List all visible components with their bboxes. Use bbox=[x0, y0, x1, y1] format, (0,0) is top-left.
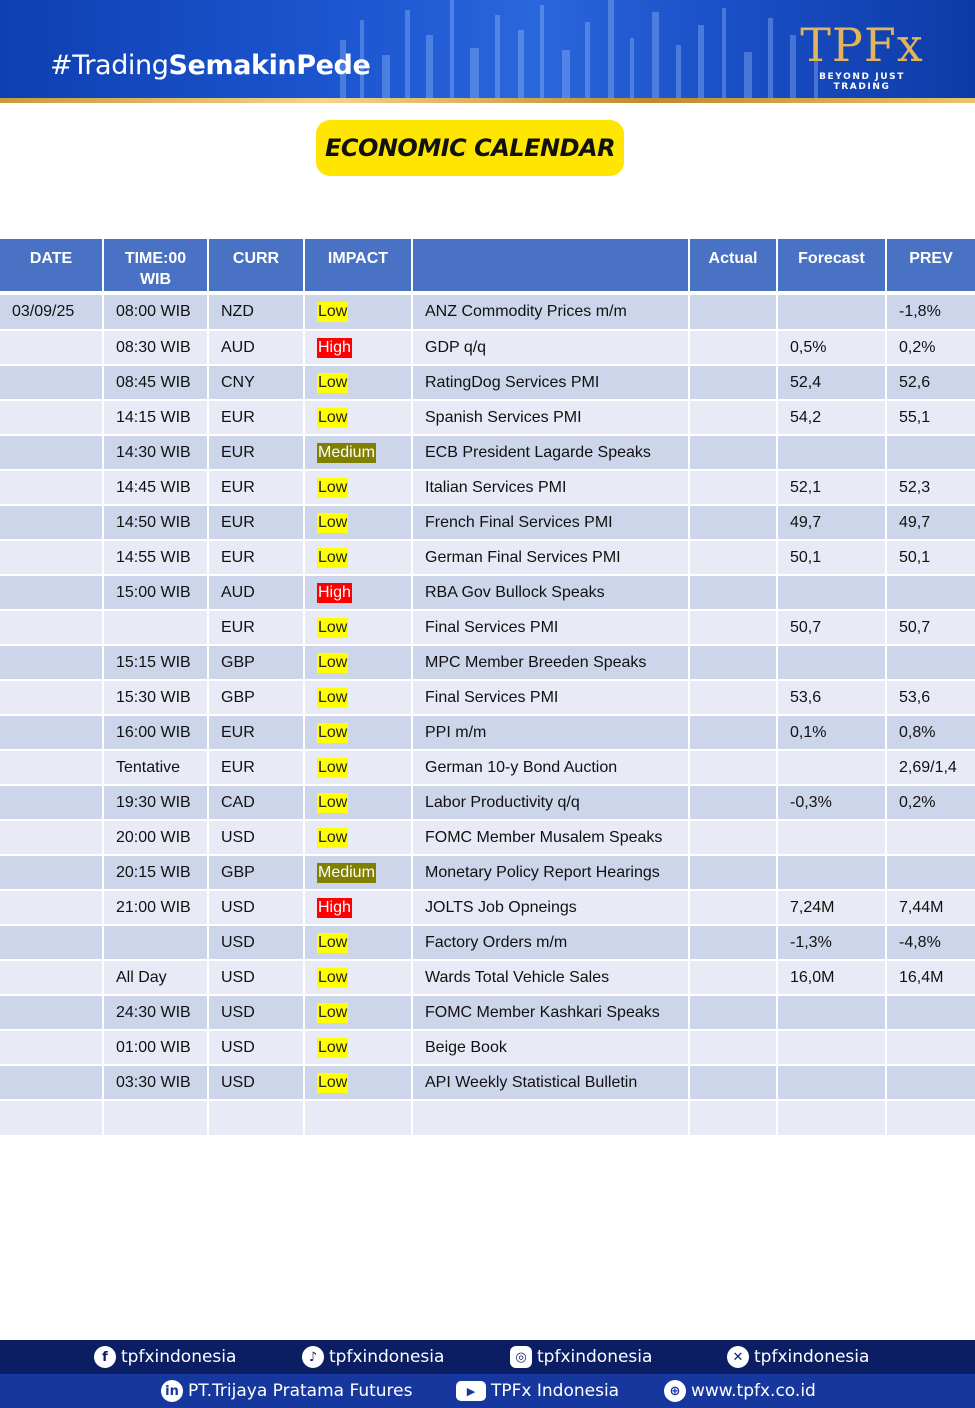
cell-currency: CAD bbox=[208, 785, 304, 820]
cell-date bbox=[0, 1030, 103, 1065]
instagram-link[interactable] bbox=[510, 1346, 652, 1368]
banner-gold-stripe bbox=[0, 98, 975, 103]
cell-forecast bbox=[777, 820, 886, 855]
cell-time: 15:30 WIB bbox=[103, 680, 208, 715]
cell-actual bbox=[689, 575, 777, 610]
cell-currency: USD bbox=[208, 925, 304, 960]
cell-forecast bbox=[777, 1100, 886, 1135]
table-header-row bbox=[0, 239, 975, 293]
impact-badge: Low bbox=[318, 653, 348, 671]
facebook-link[interactable] bbox=[94, 1346, 236, 1368]
cell-actual bbox=[689, 645, 777, 680]
cell-forecast bbox=[777, 1030, 886, 1065]
cell-impact bbox=[304, 890, 412, 925]
cell-currency: USD bbox=[208, 1065, 304, 1100]
cell-impact bbox=[304, 925, 412, 960]
impact-badge: Low bbox=[318, 1003, 348, 1021]
cell-actual bbox=[689, 293, 777, 330]
cell-actual bbox=[689, 400, 777, 435]
col-header-impact: IMPACT bbox=[304, 239, 412, 293]
cell-impact bbox=[304, 505, 412, 540]
cell-event: API Weekly Statistical Bulletin bbox=[412, 1065, 689, 1100]
cell-currency: EUR bbox=[208, 610, 304, 645]
cell-forecast: 53,6 bbox=[777, 680, 886, 715]
cell-forecast: 50,7 bbox=[777, 610, 886, 645]
cell-previous: 52,3 bbox=[886, 470, 975, 505]
cell-impact bbox=[304, 960, 412, 995]
cell-impact bbox=[304, 365, 412, 400]
table-row bbox=[0, 1030, 975, 1065]
table-row bbox=[0, 680, 975, 715]
cell-currency: GBP bbox=[208, 680, 304, 715]
cell-previous: 49,7 bbox=[886, 505, 975, 540]
cell-previous: 55,1 bbox=[886, 400, 975, 435]
footer-social-bar bbox=[0, 1340, 975, 1374]
cell-date: 03/09/25 bbox=[0, 293, 103, 330]
cell-impact bbox=[304, 715, 412, 750]
cell-event: Italian Services PMI bbox=[412, 470, 689, 505]
linkedin-link[interactable] bbox=[161, 1380, 412, 1402]
cell-date bbox=[0, 960, 103, 995]
cell-currency: USD bbox=[208, 960, 304, 995]
cell-event: Wards Total Vehicle Sales bbox=[412, 960, 689, 995]
cell-impact bbox=[304, 575, 412, 610]
cell-date bbox=[0, 890, 103, 925]
campaign-hashtag: #TradingSemakinPede bbox=[50, 50, 371, 81]
cell-actual bbox=[689, 1030, 777, 1065]
cell-date bbox=[0, 645, 103, 680]
tpfx-logo bbox=[792, 18, 932, 92]
table-row bbox=[0, 1100, 975, 1135]
table-row bbox=[0, 925, 975, 960]
cell-actual bbox=[689, 925, 777, 960]
cell-actual bbox=[689, 470, 777, 505]
cell-time: 20:00 WIB bbox=[103, 820, 208, 855]
cell-previous: 0,8% bbox=[886, 715, 975, 750]
cell-event: ECB President Lagarde Speaks bbox=[412, 435, 689, 470]
cell-previous: 7,44M bbox=[886, 890, 975, 925]
cell-actual bbox=[689, 820, 777, 855]
cell-date bbox=[0, 785, 103, 820]
cell-time bbox=[103, 925, 208, 960]
youtube-link[interactable] bbox=[456, 1381, 619, 1401]
cell-actual bbox=[689, 1065, 777, 1100]
page-title-text: ECONOMIC CALENDAR bbox=[324, 134, 616, 162]
tiktok-link[interactable] bbox=[302, 1346, 444, 1368]
cell-forecast: -0,3% bbox=[777, 785, 886, 820]
table-row bbox=[0, 785, 975, 820]
cell-currency: USD bbox=[208, 1030, 304, 1065]
cell-currency: AUD bbox=[208, 330, 304, 365]
cell-impact bbox=[304, 1065, 412, 1100]
cell-actual bbox=[689, 995, 777, 1030]
cell-date bbox=[0, 680, 103, 715]
cell-currency: EUR bbox=[208, 400, 304, 435]
cell-currency: NZD bbox=[208, 293, 304, 330]
header-banner bbox=[0, 0, 975, 98]
cell-date bbox=[0, 435, 103, 470]
cell-impact bbox=[304, 610, 412, 645]
cell-date bbox=[0, 610, 103, 645]
table-row bbox=[0, 715, 975, 750]
cell-forecast: 54,2 bbox=[777, 400, 886, 435]
cell-actual bbox=[689, 890, 777, 925]
cell-time: 24:30 WIB bbox=[103, 995, 208, 1030]
cell-impact bbox=[304, 1030, 412, 1065]
cell-actual bbox=[689, 540, 777, 575]
cell-currency: EUR bbox=[208, 715, 304, 750]
instagram-handle: tpfxindonesia bbox=[537, 1347, 653, 1367]
cell-event: German 10-y Bond Auction bbox=[412, 750, 689, 785]
globe-icon: ⊕ bbox=[664, 1380, 686, 1402]
cell-currency: EUR bbox=[208, 540, 304, 575]
cell-time: 14:45 WIB bbox=[103, 470, 208, 505]
cell-event: Labor Productivity q/q bbox=[412, 785, 689, 820]
footer-contact-bar bbox=[0, 1374, 975, 1408]
cell-previous: 16,4M bbox=[886, 960, 975, 995]
table-row bbox=[0, 855, 975, 890]
cell-time: 08:30 WIB bbox=[103, 330, 208, 365]
cell-time: 01:00 WIB bbox=[103, 1030, 208, 1065]
cell-date bbox=[0, 820, 103, 855]
cell-actual bbox=[689, 365, 777, 400]
cell-impact bbox=[304, 293, 412, 330]
x-link[interactable] bbox=[727, 1346, 869, 1368]
cell-previous: 0,2% bbox=[886, 330, 975, 365]
cell-actual bbox=[689, 435, 777, 470]
cell-currency: EUR bbox=[208, 505, 304, 540]
impact-badge: Low bbox=[318, 513, 348, 531]
cell-actual bbox=[689, 715, 777, 750]
table-row bbox=[0, 890, 975, 925]
cell-currency: EUR bbox=[208, 470, 304, 505]
cell-date bbox=[0, 1100, 103, 1135]
cell-time: 08:00 WIB bbox=[103, 293, 208, 330]
cell-forecast: 0,1% bbox=[777, 715, 886, 750]
cell-time: 14:15 WIB bbox=[103, 400, 208, 435]
cell-previous bbox=[886, 1065, 975, 1100]
cell-date bbox=[0, 470, 103, 505]
cell-currency: AUD bbox=[208, 575, 304, 610]
table-row bbox=[0, 1065, 975, 1100]
page-title bbox=[316, 120, 624, 176]
cell-forecast bbox=[777, 750, 886, 785]
table-row bbox=[0, 820, 975, 855]
impact-badge: Low bbox=[318, 618, 348, 636]
cell-impact bbox=[304, 470, 412, 505]
impact-badge: Low bbox=[318, 688, 348, 706]
cell-impact bbox=[304, 785, 412, 820]
cell-event: FOMC Member Musalem Speaks bbox=[412, 820, 689, 855]
cell-actual bbox=[689, 505, 777, 540]
table-row bbox=[0, 645, 975, 680]
cell-previous bbox=[886, 820, 975, 855]
cell-previous: -4,8% bbox=[886, 925, 975, 960]
cell-previous: -1,8% bbox=[886, 293, 975, 330]
linkedin-name: PT.Trijaya Pratama Futures bbox=[188, 1381, 413, 1401]
impact-badge: Low bbox=[318, 548, 348, 566]
cell-event: PPI m/m bbox=[412, 715, 689, 750]
impact-badge: Medium bbox=[318, 443, 375, 461]
cell-date bbox=[0, 400, 103, 435]
cell-time bbox=[103, 610, 208, 645]
logo-wordmark: TPFx bbox=[800, 18, 924, 72]
table-row bbox=[0, 365, 975, 400]
cell-date bbox=[0, 855, 103, 890]
youtube-channel: TPFx Indonesia bbox=[491, 1381, 620, 1401]
cell-impact bbox=[304, 995, 412, 1030]
cell-previous: 53,6 bbox=[886, 680, 975, 715]
cell-impact bbox=[304, 820, 412, 855]
cell-event: JOLTS Job Opneings bbox=[412, 890, 689, 925]
table-row bbox=[0, 505, 975, 540]
cell-date bbox=[0, 365, 103, 400]
cell-date bbox=[0, 715, 103, 750]
cell-event: Beige Book bbox=[412, 1030, 689, 1065]
cell-time: 14:30 WIB bbox=[103, 435, 208, 470]
tiktok-handle: tpfxindonesia bbox=[329, 1347, 445, 1367]
cell-date bbox=[0, 330, 103, 365]
cell-actual bbox=[689, 1100, 777, 1135]
impact-badge: Low bbox=[318, 968, 348, 986]
cell-time: All Day bbox=[103, 960, 208, 995]
impact-badge: Low bbox=[318, 408, 348, 426]
col-header-date: DATE bbox=[0, 239, 103, 293]
cell-impact bbox=[304, 750, 412, 785]
table-row bbox=[0, 540, 975, 575]
cell-currency: USD bbox=[208, 820, 304, 855]
impact-badge: Low bbox=[318, 933, 348, 951]
cell-time: 03:30 WIB bbox=[103, 1065, 208, 1100]
impact-badge: Low bbox=[318, 758, 348, 776]
cell-actual bbox=[689, 785, 777, 820]
cell-currency: GBP bbox=[208, 645, 304, 680]
cell-currency: USD bbox=[208, 890, 304, 925]
cell-time: Tentative bbox=[103, 750, 208, 785]
logo-tagline: BEYOND JUST TRADING bbox=[819, 72, 905, 92]
x-icon: ✕ bbox=[727, 1346, 749, 1368]
impact-badge: Medium bbox=[318, 863, 375, 881]
table-row bbox=[0, 435, 975, 470]
cell-event: Factory Orders m/m bbox=[412, 925, 689, 960]
cell-forecast: 52,4 bbox=[777, 365, 886, 400]
col-header-prev: PREV bbox=[886, 239, 975, 293]
cell-event: French Final Services PMI bbox=[412, 505, 689, 540]
cell-date bbox=[0, 925, 103, 960]
cell-forecast bbox=[777, 575, 886, 610]
cell-forecast: 0,5% bbox=[777, 330, 886, 365]
col-header-event bbox=[412, 239, 689, 293]
cell-actual bbox=[689, 680, 777, 715]
col-header-curr: CURR bbox=[208, 239, 304, 293]
table-row bbox=[0, 293, 975, 330]
cell-time bbox=[103, 1100, 208, 1135]
cell-forecast: -1,3% bbox=[777, 925, 886, 960]
cell-event: Final Services PMI bbox=[412, 680, 689, 715]
cell-date bbox=[0, 1065, 103, 1100]
col-header-time: TIME:00 WIB bbox=[103, 239, 208, 293]
cell-impact bbox=[304, 855, 412, 890]
cell-event: Final Services PMI bbox=[412, 610, 689, 645]
cell-event bbox=[412, 1100, 689, 1135]
cell-date bbox=[0, 575, 103, 610]
cell-time: 14:50 WIB bbox=[103, 505, 208, 540]
cell-previous: 2,69/1,4 bbox=[886, 750, 975, 785]
cell-previous: 50,1 bbox=[886, 540, 975, 575]
x-handle: tpfxindonesia bbox=[754, 1347, 870, 1367]
cell-currency: GBP bbox=[208, 855, 304, 890]
cell-currency: EUR bbox=[208, 750, 304, 785]
tiktok-icon: ♪ bbox=[302, 1346, 324, 1368]
table-row bbox=[0, 470, 975, 505]
cell-time: 21:00 WIB bbox=[103, 890, 208, 925]
col-header-forecast: Forecast bbox=[777, 239, 886, 293]
cell-time: 14:55 WIB bbox=[103, 540, 208, 575]
table-row bbox=[0, 995, 975, 1030]
cell-forecast bbox=[777, 435, 886, 470]
table-row bbox=[0, 575, 975, 610]
impact-badge: Low bbox=[318, 793, 348, 811]
cell-forecast bbox=[777, 645, 886, 680]
cell-impact bbox=[304, 1100, 412, 1135]
col-header-actual: Actual bbox=[689, 239, 777, 293]
cell-event: RatingDog Services PMI bbox=[412, 365, 689, 400]
cell-previous: 50,7 bbox=[886, 610, 975, 645]
impact-badge: Low bbox=[318, 828, 348, 846]
impact-badge: Low bbox=[318, 1038, 348, 1056]
cell-event: German Final Services PMI bbox=[412, 540, 689, 575]
table-body bbox=[0, 293, 975, 1135]
cell-previous bbox=[886, 435, 975, 470]
cell-event: MPC Member Breeden Speaks bbox=[412, 645, 689, 680]
cell-time: 16:00 WIB bbox=[103, 715, 208, 750]
cell-event: Spanish Services PMI bbox=[412, 400, 689, 435]
impact-badge: Low bbox=[318, 373, 348, 391]
table-row bbox=[0, 960, 975, 995]
table-row bbox=[0, 750, 975, 785]
impact-badge: Low bbox=[318, 478, 348, 496]
cell-forecast: 52,1 bbox=[777, 470, 886, 505]
cell-actual bbox=[689, 330, 777, 365]
cell-time: 08:45 WIB bbox=[103, 365, 208, 400]
facebook-handle: tpfxindonesia bbox=[121, 1347, 237, 1367]
economic-calendar-table bbox=[0, 239, 975, 1135]
cell-impact bbox=[304, 435, 412, 470]
cell-event: FOMC Member Kashkari Speaks bbox=[412, 995, 689, 1030]
cell-time: 15:00 WIB bbox=[103, 575, 208, 610]
cell-forecast bbox=[777, 995, 886, 1030]
youtube-icon: ▶ bbox=[456, 1381, 486, 1401]
cell-currency: EUR bbox=[208, 435, 304, 470]
impact-badge: Low bbox=[318, 723, 348, 741]
cell-date bbox=[0, 750, 103, 785]
table-row bbox=[0, 330, 975, 365]
cell-forecast: 16,0M bbox=[777, 960, 886, 995]
instagram-icon: ◎ bbox=[510, 1346, 532, 1368]
cell-actual bbox=[689, 610, 777, 645]
cell-date bbox=[0, 540, 103, 575]
cell-previous bbox=[886, 575, 975, 610]
cell-previous bbox=[886, 855, 975, 890]
cell-time: 19:30 WIB bbox=[103, 785, 208, 820]
cell-forecast bbox=[777, 1065, 886, 1100]
impact-badge: Low bbox=[318, 1073, 348, 1091]
impact-badge: Low bbox=[318, 303, 348, 320]
cell-forecast: 7,24M bbox=[777, 890, 886, 925]
cell-event: Monetary Policy Report Hearings bbox=[412, 855, 689, 890]
cell-actual bbox=[689, 960, 777, 995]
cell-actual bbox=[689, 750, 777, 785]
impact-badge: High bbox=[318, 898, 351, 916]
impact-badge: High bbox=[318, 338, 351, 356]
cell-actual bbox=[689, 855, 777, 890]
cell-previous bbox=[886, 1100, 975, 1135]
cell-currency bbox=[208, 1100, 304, 1135]
cell-previous: 52,6 bbox=[886, 365, 975, 400]
cell-event: RBA Gov Bullock Speaks bbox=[412, 575, 689, 610]
cell-currency: USD bbox=[208, 995, 304, 1030]
cell-time: 15:15 WIB bbox=[103, 645, 208, 680]
cell-forecast: 50,1 bbox=[777, 540, 886, 575]
cell-impact bbox=[304, 400, 412, 435]
website-link[interactable] bbox=[664, 1380, 816, 1402]
table-row bbox=[0, 610, 975, 645]
cell-date bbox=[0, 505, 103, 540]
cell-previous bbox=[886, 645, 975, 680]
cell-forecast bbox=[777, 293, 886, 330]
cell-previous bbox=[886, 995, 975, 1030]
cell-impact bbox=[304, 680, 412, 715]
cell-impact bbox=[304, 645, 412, 680]
linkedin-icon: in bbox=[161, 1380, 183, 1402]
cell-impact bbox=[304, 330, 412, 365]
facebook-icon: f bbox=[94, 1346, 116, 1368]
cell-currency: CNY bbox=[208, 365, 304, 400]
cell-forecast: 49,7 bbox=[777, 505, 886, 540]
cell-date bbox=[0, 995, 103, 1030]
cell-previous: 0,2% bbox=[886, 785, 975, 820]
cell-forecast bbox=[777, 855, 886, 890]
cell-event: ANZ Commodity Prices m/m bbox=[412, 293, 689, 330]
cell-event: GDP q/q bbox=[412, 330, 689, 365]
cell-time: 20:15 WIB bbox=[103, 855, 208, 890]
table-row bbox=[0, 400, 975, 435]
website-url: www.tpfx.co.id bbox=[691, 1381, 816, 1401]
cell-impact bbox=[304, 540, 412, 575]
cell-previous bbox=[886, 1030, 975, 1065]
banner-decoration bbox=[330, 0, 850, 98]
impact-badge: High bbox=[318, 583, 351, 601]
